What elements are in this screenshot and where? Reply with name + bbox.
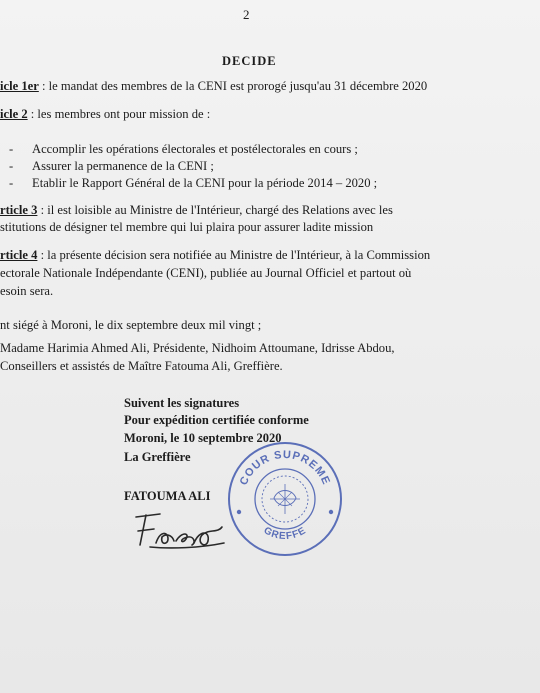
certification-line: La Greffière <box>124 450 191 464</box>
mission-item-text: Assurer la permanence de la CENI ; <box>32 159 214 173</box>
certification-line: Moroni, le 10 septembre 2020 <box>124 431 282 445</box>
mission-item: - <box>9 176 14 190</box>
closing-line: Conseillers et assistés de Maître Fatouma Ali, Greffière. <box>0 359 283 373</box>
closing-line: Madame Harimia Ahmed Ali, Présidente, Nidhoim Attoumane, Idrisse Abdou, <box>0 341 395 355</box>
article-2-label: icle 2 <box>0 107 28 121</box>
article-1 <box>0 79 427 94</box>
mission-item: - <box>9 159 14 173</box>
article-4 <box>0 248 430 263</box>
mission-item-text: Etablir le Rapport Général de la CENI pour la période 2014 – 2020 ; <box>32 176 378 190</box>
signatory-name: FATOUMA ALI <box>124 489 211 503</box>
stamp-top-text: COUR SUPREME <box>237 448 333 488</box>
article-3 <box>0 203 393 218</box>
certification-line: Pour expédition certifiée conforme <box>124 413 309 427</box>
article-4-continuation: ectorale Nationale Indépendante (CENI), publiée au Journal Officiel et partout où <box>0 266 412 280</box>
article-4-continuation: esoin sera. <box>0 284 54 298</box>
article-2-text: : les membres ont pour mission de : <box>30 107 211 121</box>
article-1-text: : le mandat des membres de la CENI est prorogé jusqu'au 31 décembre 2020 <box>41 79 428 93</box>
stamp-bottom-text: GREFFE <box>261 525 309 543</box>
article-4-label: rticle 4 <box>0 248 38 262</box>
mission-item: - <box>9 142 14 156</box>
closing-line: nt siégé à Moroni, le dix septembre deux mil vingt ; <box>0 318 262 332</box>
article-4-text: : la présente décision sera notifiée au Ministre de l'Intérieur, à la Commission <box>40 248 431 262</box>
article-1-label: icle 1er <box>0 79 39 93</box>
signature-image <box>130 503 230 551</box>
page-number: 2 <box>243 7 250 22</box>
certification-line: Suivent les signatures <box>124 396 240 410</box>
mission-item-text: Accomplir les opérations électorales et postélectorales en cours ; <box>32 142 358 156</box>
article-3-label: rticle 3 <box>0 203 38 217</box>
article-3-continuation: stitutions de désigner tel membre qui lui plaira pour assurer ladite mission <box>0 220 374 234</box>
article-3-text: : il est loisible au Ministre de l'Intérieur, chargé des Relations avec les <box>40 203 393 217</box>
heading-decide: DECIDE <box>222 54 277 68</box>
article-2 <box>0 107 210 122</box>
court-seal-stamp <box>226 440 344 558</box>
